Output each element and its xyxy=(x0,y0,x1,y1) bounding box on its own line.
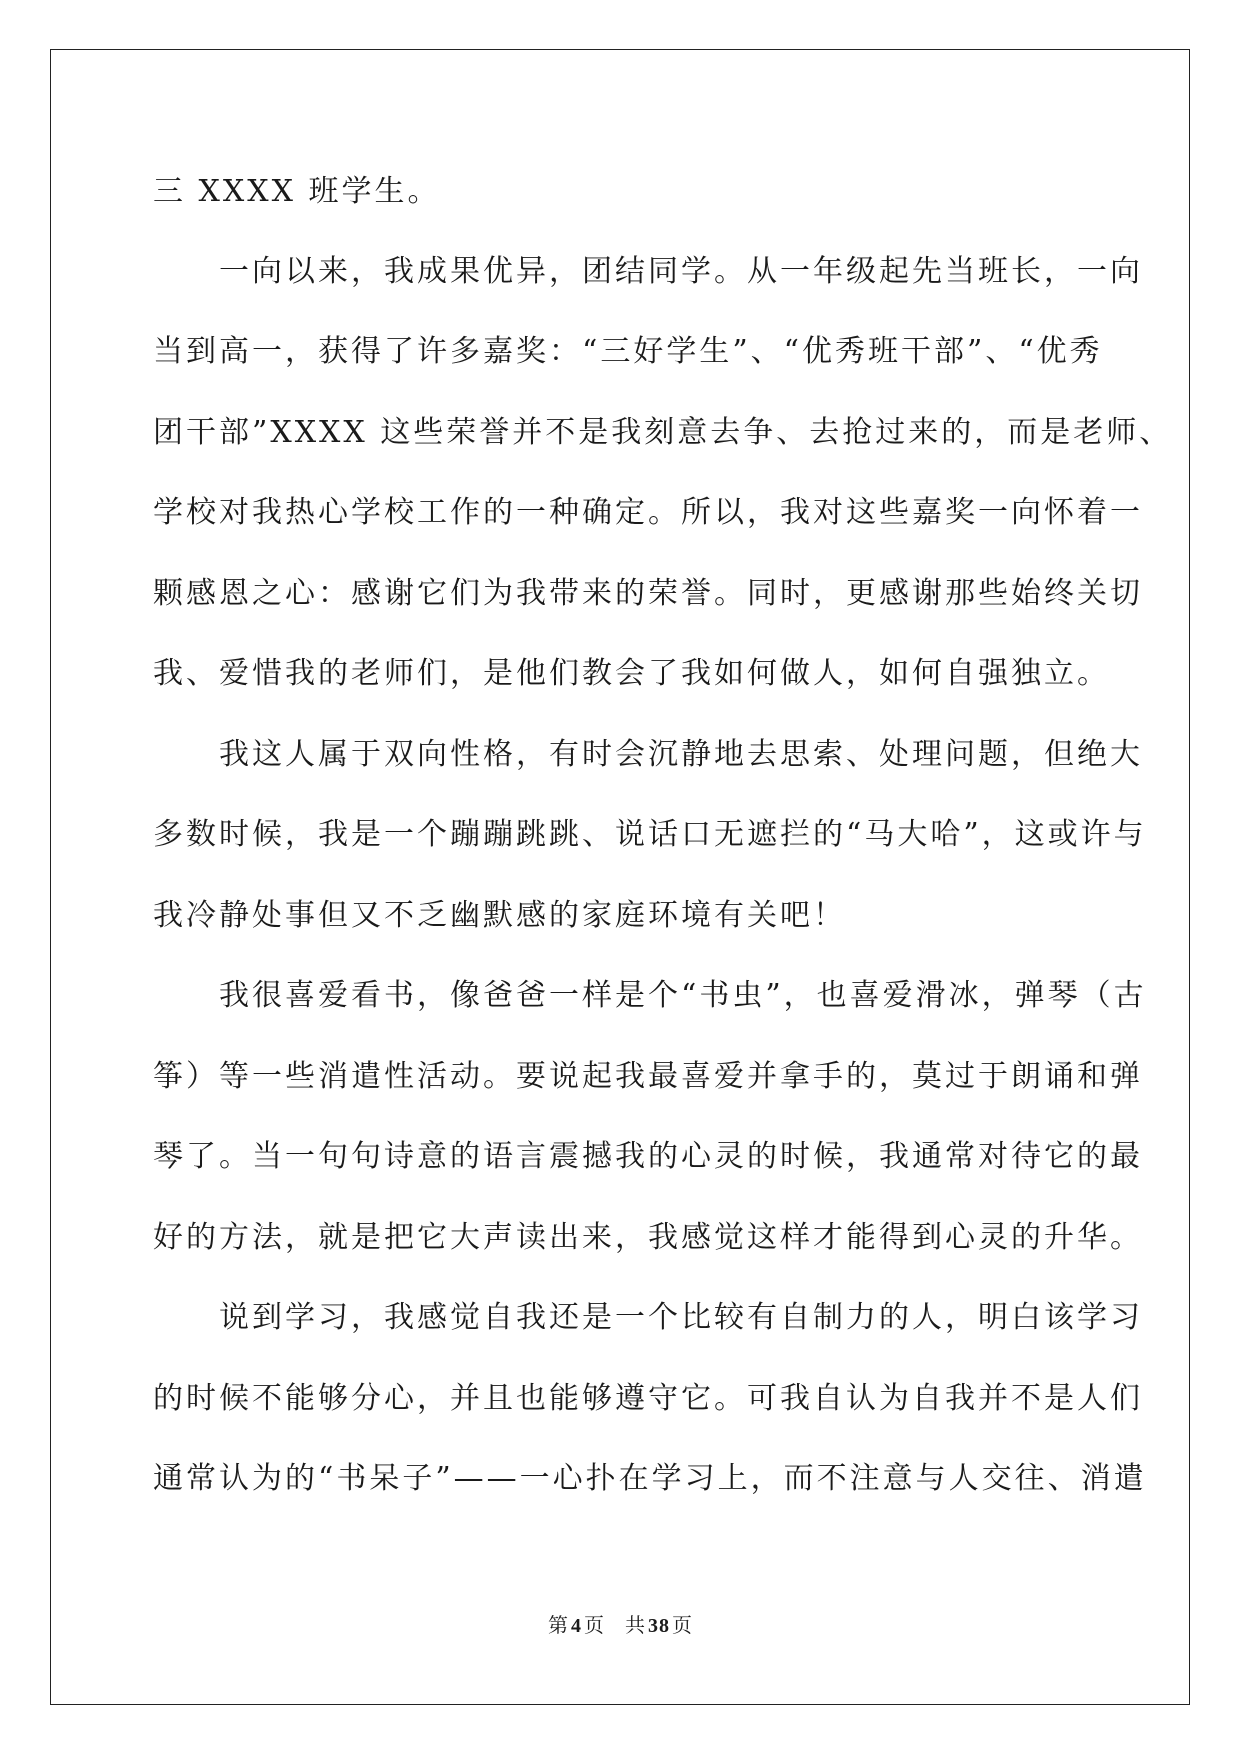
text-line: 好的方法，就是把它大声读出来，我感觉这样才能得到心灵的升华。 xyxy=(153,1220,1143,1255)
total-pages: 38 xyxy=(648,1615,670,1637)
text-line: 我、爱惜我的老师们，是他们教会了我如何做人，如何自强独立。 xyxy=(153,656,1110,691)
text-line: 说到学习，我感觉自我还是一个比较有自制力的人，明白该学习 xyxy=(153,1300,1143,1335)
page-footer xyxy=(0,1612,1241,1639)
page-border xyxy=(50,49,1190,1705)
text-line: 学校对我热心学校工作的一种确定。所以，我对这些嘉奖一向怀着一 xyxy=(153,495,1143,530)
text-line: 筝）等一些消遣性活动。要说起我最喜爱并拿手的，莫过于朗诵和弹 xyxy=(153,1059,1143,1094)
page-label-prefix: 第 xyxy=(548,1613,569,1637)
text-line: 通常认为的“书呆子”——一心扑在学习上，而不注意与人交往、消遣 xyxy=(153,1461,1147,1496)
text-line: 当到高一，获得了许多嘉奖：“三好学生”、“优秀班干部”、“优秀 xyxy=(153,334,1103,369)
text-line: 我冷静处事但又不乏幽默感的家庭环境有关吧！ xyxy=(153,898,846,933)
total-label-suffix: 页 xyxy=(672,1613,693,1637)
page-label-suffix: 页 xyxy=(584,1613,605,1637)
total-label-prefix: 共 xyxy=(625,1613,646,1637)
text-line: 我很喜爱看书，像爸爸一样是个“书虫”，也喜爱滑冰，弹琴（古 xyxy=(153,978,1147,1013)
text-line: 我这人属于双向性格，有时会沉静地去思索、处理问题，但绝大 xyxy=(153,737,1143,772)
text-line: 琴了。当一句句诗意的语言震撼我的心灵的时候，我通常对待它的最 xyxy=(153,1139,1143,1174)
text-line: 颗感恩之心：感谢它们为我带来的荣誉。同时，更感谢那些始终关切 xyxy=(153,576,1143,611)
page-number: 4 xyxy=(571,1615,582,1637)
text-line: 一向以来，我成果优异，团结同学。从一年级起先当班长，一向 xyxy=(153,254,1143,289)
text-line: 的时候不能够分心，并且也能够遵守它。可我自认为自我并不是人们 xyxy=(153,1381,1143,1416)
text-line: 三 XXXX 班学生。 xyxy=(153,174,441,209)
text-line: 团干部”XXXX 这些荣誉并不是我刻意去争、去抢过来的，而是老师、 xyxy=(153,415,1173,450)
text-line: 多数时候，我是一个蹦蹦跳跳、说话口无遮拦的“马大哈”，这或许与 xyxy=(153,817,1147,852)
